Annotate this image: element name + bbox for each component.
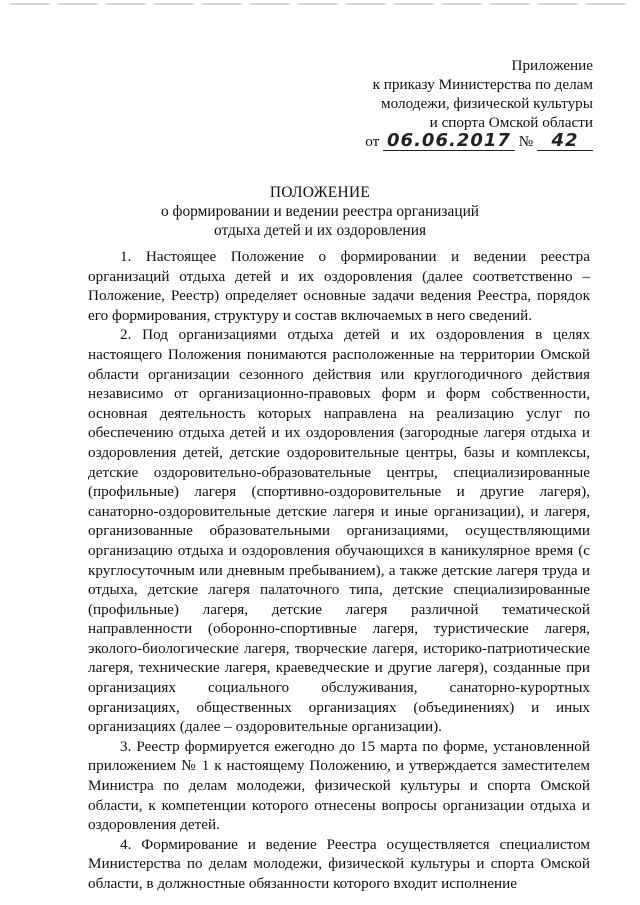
title-heading: ПОЛОЖЕНИЕ: [269, 184, 371, 201]
order-line: [365, 132, 593, 151]
order-number: 42: [537, 132, 593, 151]
paragraph-3: 3. Реестр формируется ежегодно до 15 марта по форме, установленной приложением № 1 к настоящему Положению, и утверждается заместителем Министра по делам молодежи, физической культуры и спорта Омской области, к компетенции которого отнесены вопросы организации отдыха и оздоровления детей.: [88, 737, 590, 834]
annex-header: [365, 56, 593, 151]
paragraph-1: 1. Настоящее Положение о формировании и ведении реестра организаций отдыха детей и их оздоровления (далее соответственно – Положение, Реестр) определяет основные задачи ведения Реестра, порядок его формирования, структуру и состав включаемых в него сведений.: [88, 248, 590, 324]
title-subtitle-line: о формировании и ведении реестра организаций: [160, 203, 480, 220]
paragraph-2: 2. Под организациями отдыха детей и их оздоровления в целях настоящего Положения понимаются расположенные на территории Омской области организации сезонного действия или круглогодичного действия независимо от организационно-правовых форм и форм собственности, основная деятельность которых направлена на реализацию услуг по обеспечению отдыха детей и их оздоровления (загородные лагеря отдыха и оздоровления детей, детские оздоровительные центры, базы и комплексы, детские оздоровительно-образовательные центры, специализированные (профильные) лагеря (спортивно-оздоровительные и другие лагеря), санаторно-оздоровительные детские лагеря и иные организации), и лагеря, организованные образовательными организациями, осуществляющими организацию отдыха и оздоровления обучающихся в каникулярное время (с круглосуточным или дневным пребыванием), а также детские лагеря труда и отдыха, детские лагеря палаточного типа, детские специализированные (профильные) лагеря, детские лагеря различной тематической направленности (оборонно-спортивные лагеря, туристические лагеря, эколого-биологические лагеря, творческие лагеря, историко-патриотические лагеря, технические лагеря, краеведческие и другие лагеря), созданные при организациях социального обслуживания, санаторно-курортных организациях, общественных организациях (объединениях) и иных организациях (далее – оздоровительные организации).: [88, 326, 590, 736]
document-title: [100, 183, 540, 240]
scan-artifact: [10, 3, 630, 5]
paragraph-4: 4. Формирование и ведение Реестра осуществляется специалистом Министерства по делам молодежи, физической культуры и спорта Омской области, в должностные обязанности которого входит исполнение: [88, 835, 590, 892]
annex-line: Приложение: [511, 57, 593, 74]
title-subtitle-line: отдыха детей и их оздоровления: [213, 222, 427, 239]
annex-line: молодежи, физической культуры: [381, 95, 593, 112]
document-body: [88, 247, 590, 894]
order-number-label: №: [518, 133, 534, 150]
annex-line: к приказу Министерства по делам: [372, 76, 593, 93]
annex-line: и спорта Омской области: [429, 114, 593, 131]
order-from-label: от: [365, 133, 380, 150]
order-date: 06.06.2017: [383, 132, 515, 151]
